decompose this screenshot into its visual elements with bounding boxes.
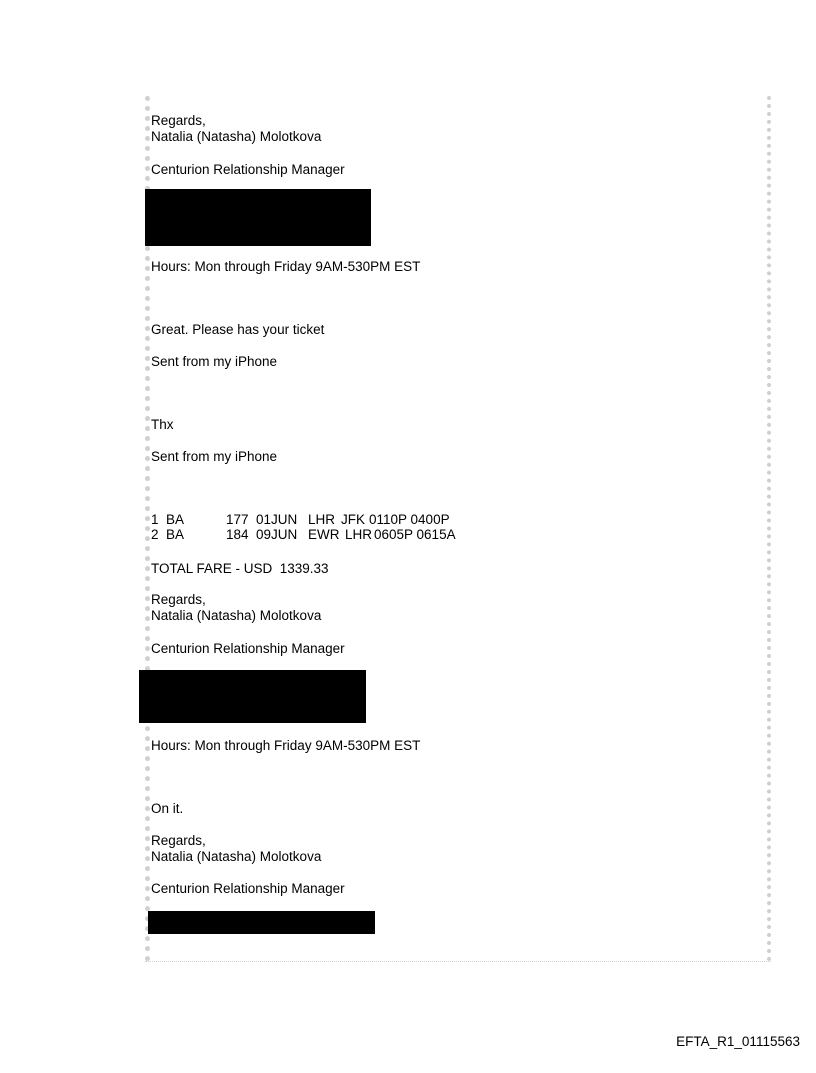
flight-number: 177 — [226, 512, 249, 527]
sender-title: Centurion Relationship Manager — [151, 641, 345, 656]
redaction-box — [139, 670, 366, 723]
segment: 2 BA — [151, 527, 185, 542]
sender-name: Natalia (Natasha) Molotkova — [151, 129, 322, 144]
segment: 1 BA — [151, 512, 185, 527]
destination: JFK — [341, 512, 366, 527]
destination: LHR — [345, 527, 373, 542]
message-text: Thx — [151, 417, 174, 432]
itinerary-row — [151, 512, 450, 527]
redaction-box — [148, 911, 375, 934]
sender-title: Centurion Relationship Manager — [151, 881, 345, 896]
office-hours: Hours: Mon through Friday 9AM-530PM EST — [151, 259, 421, 274]
message-text: Great. Please has your ticket — [151, 322, 325, 337]
sender-name: Natalia (Natasha) Molotkova — [151, 849, 322, 864]
sent-from-iphone: Sent from my iPhone — [151, 354, 278, 369]
times: 0110P 0400P — [369, 512, 450, 527]
regards-text: Regards, — [151, 113, 206, 128]
origin: EWR — [308, 527, 340, 542]
message-text: On it. — [151, 801, 184, 816]
redaction-box — [145, 189, 371, 246]
regards-text: Regards, — [151, 592, 206, 607]
itinerary-row — [151, 527, 456, 542]
flight-date: 01JUN — [256, 512, 298, 527]
sent-from-iphone: Sent from my iPhone — [151, 449, 278, 464]
total-fare: TOTAL FARE - USD 1339.33 — [151, 561, 329, 576]
regards-text: Regards, — [151, 833, 206, 848]
times: 0605P 0615A — [374, 527, 456, 542]
sender-name: Natalia (Natasha) Molotkova — [151, 608, 322, 623]
flight-date: 09JUN — [256, 527, 298, 542]
origin: LHR — [308, 512, 336, 527]
office-hours: Hours: Mon through Friday 9AM-530PM EST — [151, 738, 421, 753]
flight-number: 184 — [226, 527, 249, 542]
document-id: EFTA_R1_01115563 — [676, 1034, 800, 1049]
sender-title: Centurion Relationship Manager — [151, 162, 345, 177]
